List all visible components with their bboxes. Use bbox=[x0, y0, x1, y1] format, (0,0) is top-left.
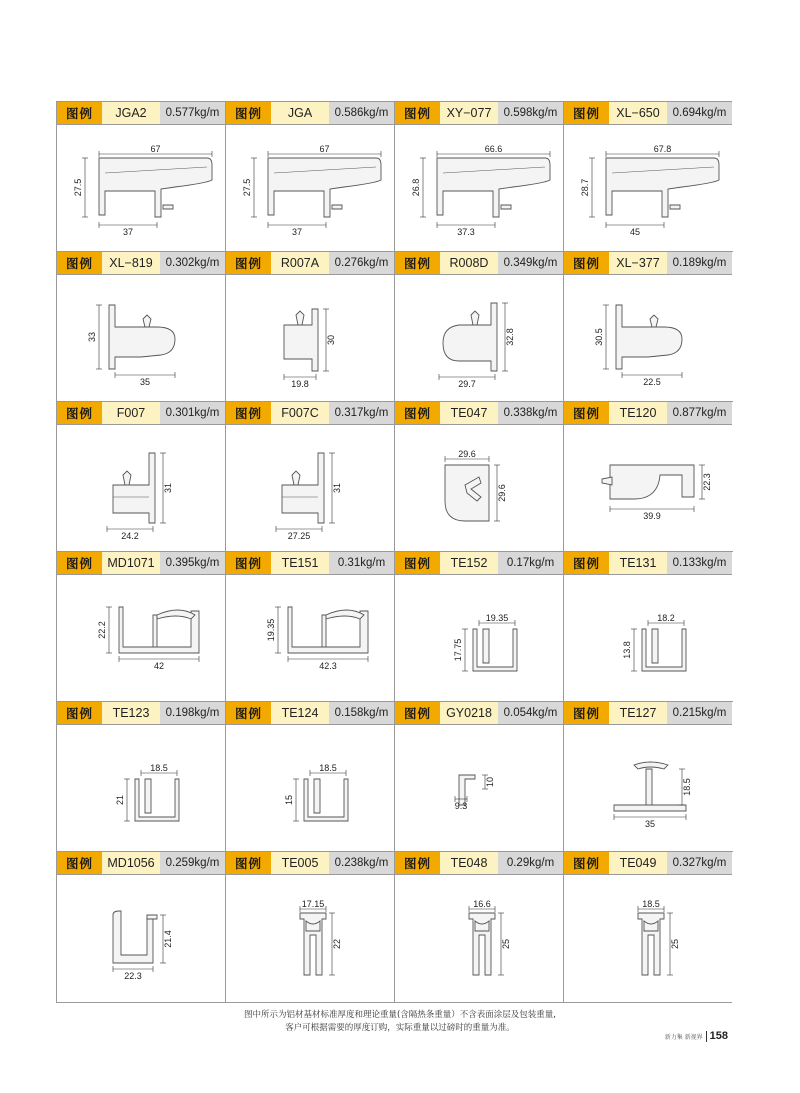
profile-shape bbox=[642, 629, 686, 671]
dimension-label-height: 31 bbox=[332, 482, 342, 494]
dimension-label-width: 67 bbox=[319, 144, 330, 154]
footnote-line-2: 客户可根据需要的厚度订购，实际重量以过磅时的重量为准。 bbox=[285, 1023, 515, 1033]
profile-card bbox=[564, 552, 733, 702]
profile-drawing bbox=[226, 725, 394, 851]
profile-cross-section bbox=[395, 275, 563, 401]
legend-tag: 图例 bbox=[57, 252, 102, 274]
profile-card-header bbox=[564, 402, 732, 425]
profile-weight: 0.694kg/m bbox=[667, 102, 732, 124]
dimension-label-base: 35 bbox=[644, 819, 656, 829]
profile-card bbox=[226, 102, 395, 252]
profile-shape bbox=[296, 311, 304, 325]
profile-drawing bbox=[395, 425, 563, 551]
profile-card bbox=[226, 252, 395, 402]
profile-shape bbox=[610, 465, 694, 499]
profile-code: XL−377 bbox=[609, 252, 667, 274]
profile-weight: 0.598kg/m bbox=[498, 102, 563, 124]
profile-weight: 0.338kg/m bbox=[498, 402, 563, 424]
profile-cross-section bbox=[57, 875, 225, 1001]
profile-drawing bbox=[564, 275, 732, 401]
profile-weight: 0.395kg/m bbox=[160, 552, 225, 574]
profile-card bbox=[564, 252, 733, 402]
profile-card-header bbox=[564, 702, 732, 725]
profile-shape bbox=[157, 610, 195, 619]
dimension-label-height: 28.7 bbox=[580, 178, 590, 197]
dimension-label-base: 42 bbox=[153, 661, 165, 671]
profile-card-header bbox=[395, 702, 563, 725]
profile-card bbox=[395, 252, 564, 402]
dimension-label-width: 17.15 bbox=[301, 899, 325, 909]
dimension-label-base: 29.7 bbox=[458, 379, 476, 389]
dimension-label-base: 42.3 bbox=[319, 661, 337, 671]
legend-tag: 图例 bbox=[226, 852, 271, 874]
dimension-label-height: 30 bbox=[326, 334, 336, 346]
profile-shape bbox=[437, 158, 550, 217]
dimension-label-height: 22.2 bbox=[97, 621, 107, 639]
profile-code: TE120 bbox=[609, 402, 667, 424]
profile-shape bbox=[646, 769, 652, 805]
profile-shape bbox=[616, 305, 682, 369]
profile-shape bbox=[602, 477, 612, 485]
profile-code: XL−819 bbox=[102, 252, 160, 274]
profile-drawing bbox=[564, 875, 732, 1001]
profile-shape bbox=[614, 805, 686, 811]
profile-cross-section bbox=[57, 425, 225, 551]
profile-cross-section bbox=[57, 725, 225, 851]
profile-weight: 0.259kg/m bbox=[160, 852, 225, 874]
dimension-label-height: 21.4 bbox=[163, 930, 173, 948]
profile-cross-section bbox=[226, 575, 394, 701]
dimension-label-height: 22 bbox=[332, 938, 342, 950]
profile-code: MD1071 bbox=[102, 552, 160, 574]
dimension-label-height: 13.8 bbox=[622, 641, 632, 659]
dimension-label-height: 31 bbox=[163, 482, 173, 494]
profile-drawing bbox=[395, 725, 563, 851]
profile-weight: 0.301kg/m bbox=[160, 402, 225, 424]
dimension-label-base: 37 bbox=[291, 227, 303, 237]
profile-card-header bbox=[57, 702, 225, 725]
legend-tag: 图例 bbox=[57, 402, 102, 424]
profile-card-header bbox=[395, 252, 563, 275]
profile-shape bbox=[332, 205, 342, 209]
profile-card-header bbox=[395, 402, 563, 425]
profile-drawing bbox=[226, 125, 394, 251]
profile-code: TE048 bbox=[440, 852, 498, 874]
dimension-label-width: 16.6 bbox=[473, 899, 491, 909]
profile-code: F007C bbox=[271, 402, 329, 424]
legend-tag: 图例 bbox=[395, 402, 440, 424]
profile-weight: 0.17kg/m bbox=[498, 552, 563, 574]
profile-shape bbox=[135, 779, 179, 821]
profile-card-header bbox=[564, 852, 732, 875]
profile-card bbox=[226, 552, 395, 702]
profile-shape bbox=[282, 453, 324, 523]
legend-tag: 图例 bbox=[564, 702, 609, 724]
profile-card-header bbox=[57, 402, 225, 425]
dimension-label-height: 27.5 bbox=[73, 178, 83, 197]
dimension-label-base: 27.25 bbox=[287, 531, 311, 541]
footnote-line-1: 图中所示为铝材基材标准厚度和理论重量(含隔热条重量）不含表面涂层及包装重量, bbox=[243, 1010, 557, 1020]
profile-weight: 0.302kg/m bbox=[160, 252, 225, 274]
profile-cross-section bbox=[226, 875, 394, 1001]
dimension-label-base: 22.5 bbox=[643, 377, 661, 387]
dimension-label-width: 18.5 bbox=[319, 763, 337, 773]
dimension-label-width: 18.2 bbox=[657, 613, 675, 623]
legend-tag: 图例 bbox=[395, 702, 440, 724]
profile-drawing bbox=[226, 425, 394, 551]
profile-shape bbox=[147, 915, 157, 919]
profile-weight: 0.215kg/m bbox=[667, 702, 732, 724]
profile-drawing bbox=[395, 125, 563, 251]
profile-weight: 0.327kg/m bbox=[667, 852, 732, 874]
profile-shape bbox=[163, 205, 173, 209]
profile-shape bbox=[473, 629, 517, 671]
profile-weight: 0.577kg/m bbox=[160, 102, 225, 124]
profile-cross-section bbox=[226, 425, 394, 551]
profile-shape bbox=[109, 305, 175, 369]
profile-weight: 0.29kg/m bbox=[498, 852, 563, 874]
profile-card bbox=[57, 252, 226, 402]
profile-shape bbox=[113, 453, 155, 523]
profile-card-header bbox=[226, 702, 394, 725]
dimension-label-height: 19.35 bbox=[266, 618, 276, 642]
legend-tag: 图例 bbox=[57, 852, 102, 874]
dimension-label-base: 37 bbox=[122, 227, 134, 237]
profile-code: TE152 bbox=[440, 552, 498, 574]
profile-card bbox=[226, 402, 395, 552]
dimension-label-base: 22.3 bbox=[124, 971, 142, 981]
profile-code: TE127 bbox=[609, 702, 667, 724]
profile-card-header bbox=[395, 102, 563, 125]
profile-drawing bbox=[395, 575, 563, 701]
profile-card bbox=[226, 852, 395, 1002]
dimension-label-width: 19.35 bbox=[485, 613, 509, 623]
profile-shape bbox=[606, 158, 719, 217]
legend-tag: 图例 bbox=[395, 252, 440, 274]
profile-card bbox=[564, 702, 733, 852]
profile-shape bbox=[143, 315, 151, 327]
profile-cross-section bbox=[57, 275, 225, 401]
dimension-label-width: 29.6 bbox=[458, 449, 476, 459]
profile-drawing bbox=[57, 875, 225, 1001]
dimension-label-base: 37.3 bbox=[457, 227, 475, 237]
profile-shape bbox=[153, 615, 157, 647]
profile-drawing bbox=[564, 425, 732, 551]
profile-weight: 0.189kg/m bbox=[667, 252, 732, 274]
profile-shape bbox=[469, 913, 495, 975]
dimension-label-height: 29.6 bbox=[497, 484, 507, 502]
dimension-label-height: 10 bbox=[485, 776, 495, 788]
profile-shape bbox=[443, 303, 497, 371]
profile-shape bbox=[268, 158, 381, 217]
profile-catalog-grid bbox=[56, 101, 732, 1003]
profile-drawing bbox=[226, 275, 394, 401]
profile-drawing bbox=[395, 875, 563, 1001]
profile-cross-section bbox=[564, 875, 732, 1001]
profile-weight: 0.054kg/m bbox=[498, 702, 563, 724]
profile-card bbox=[57, 702, 226, 852]
profile-cross-section bbox=[226, 125, 394, 251]
profile-shape bbox=[145, 779, 151, 813]
profile-shape bbox=[123, 471, 131, 485]
profile-cross-section bbox=[564, 575, 732, 701]
dimension-label-base: 9.3 bbox=[454, 801, 468, 811]
profile-cross-section bbox=[395, 125, 563, 251]
profile-weight: 0.349kg/m bbox=[498, 252, 563, 274]
profile-weight: 0.877kg/m bbox=[667, 402, 732, 424]
profile-shape bbox=[322, 615, 326, 647]
profile-code: XY−077 bbox=[440, 102, 498, 124]
dimension-label-height: 30.5 bbox=[594, 328, 604, 346]
profile-cross-section bbox=[564, 125, 732, 251]
dimension-label-height: 33 bbox=[87, 331, 97, 343]
profile-shape bbox=[314, 779, 320, 813]
profile-cross-section bbox=[395, 575, 563, 701]
profile-drawing bbox=[57, 575, 225, 701]
brand-slogan: 新力集 新视界 bbox=[664, 1033, 703, 1041]
profile-shape bbox=[638, 913, 664, 975]
profile-cross-section bbox=[57, 575, 225, 701]
profile-shape bbox=[471, 311, 479, 325]
profile-cross-section bbox=[564, 425, 732, 551]
profile-shape bbox=[326, 610, 364, 619]
legend-tag: 图例 bbox=[564, 402, 609, 424]
profile-code: TE123 bbox=[102, 702, 160, 724]
profile-card-header bbox=[226, 402, 394, 425]
profile-card bbox=[57, 852, 226, 1002]
profile-card bbox=[395, 102, 564, 252]
profile-drawing bbox=[57, 425, 225, 551]
dimension-label-width: 66.6 bbox=[484, 144, 503, 154]
profile-drawing bbox=[57, 125, 225, 251]
profile-code: JGA2 bbox=[102, 102, 160, 124]
profile-weight: 0.317kg/m bbox=[329, 402, 394, 424]
profile-code: TE047 bbox=[440, 402, 498, 424]
profile-card bbox=[226, 702, 395, 852]
profile-code: TE151 bbox=[271, 552, 329, 574]
legend-tag: 图例 bbox=[226, 252, 271, 274]
profile-drawing bbox=[57, 275, 225, 401]
profile-weight: 0.31kg/m bbox=[329, 552, 394, 574]
profile-weight: 0.198kg/m bbox=[160, 702, 225, 724]
profile-card bbox=[395, 402, 564, 552]
dimension-label-height: 15 bbox=[284, 794, 294, 806]
legend-tag: 图例 bbox=[564, 852, 609, 874]
profile-weight: 0.238kg/m bbox=[329, 852, 394, 874]
profile-card-header bbox=[564, 252, 732, 275]
profile-code: TE049 bbox=[609, 852, 667, 874]
dimension-label-height: 21 bbox=[115, 794, 125, 806]
profile-card bbox=[395, 852, 564, 1002]
profile-code: GY0218 bbox=[440, 702, 498, 724]
page-number: 158 bbox=[709, 1030, 728, 1042]
profile-card-header bbox=[57, 852, 225, 875]
profile-code: F007 bbox=[102, 402, 160, 424]
profile-weight: 0.158kg/m bbox=[329, 702, 394, 724]
profile-cross-section bbox=[226, 275, 394, 401]
dimension-label-width: 18.5 bbox=[150, 763, 168, 773]
profile-code: MD1056 bbox=[102, 852, 160, 874]
legend-tag: 图例 bbox=[395, 102, 440, 124]
profile-code: XL−650 bbox=[609, 102, 667, 124]
profile-code: R008D bbox=[440, 252, 498, 274]
profile-cross-section bbox=[57, 125, 225, 251]
profile-card-header bbox=[226, 102, 394, 125]
dimension-label-width: 18.5 bbox=[642, 899, 660, 909]
profile-weight: 0.586kg/m bbox=[329, 102, 394, 124]
profile-card-header bbox=[395, 552, 563, 575]
profile-code: R007A bbox=[271, 252, 329, 274]
profile-card bbox=[57, 402, 226, 552]
dimension-label-base: 39.9 bbox=[643, 511, 661, 521]
dimension-label-width: 67.8 bbox=[653, 144, 672, 154]
profile-card bbox=[395, 702, 564, 852]
profile-shape bbox=[652, 629, 658, 663]
profile-shape bbox=[300, 913, 326, 975]
profile-card-header bbox=[57, 552, 225, 575]
profile-shape bbox=[292, 471, 300, 485]
legend-tag: 图例 bbox=[226, 402, 271, 424]
profile-code: TE005 bbox=[271, 852, 329, 874]
profile-drawing bbox=[226, 875, 394, 1001]
profile-card bbox=[564, 402, 733, 552]
profile-card bbox=[57, 102, 226, 252]
profile-cross-section bbox=[226, 725, 394, 851]
dimension-label-height: 26.8 bbox=[411, 178, 421, 197]
dimension-label-base: 45 bbox=[629, 227, 641, 237]
profile-card bbox=[395, 552, 564, 702]
dimension-label-height: 17.75 bbox=[453, 638, 463, 662]
legend-tag: 图例 bbox=[564, 102, 609, 124]
dimension-label-base: 19.8 bbox=[291, 379, 309, 389]
profile-shape bbox=[304, 779, 348, 821]
dimension-label-height: 22.3 bbox=[702, 473, 712, 491]
dimension-label-base: 24.2 bbox=[121, 531, 139, 541]
profile-shape bbox=[650, 315, 658, 327]
profile-cross-section bbox=[564, 725, 732, 851]
profile-card bbox=[564, 102, 733, 252]
profile-card-header bbox=[226, 252, 394, 275]
profile-card-header bbox=[226, 852, 394, 875]
profile-shape bbox=[501, 205, 511, 209]
profile-card-header bbox=[57, 252, 225, 275]
profile-drawing bbox=[564, 575, 732, 701]
legend-tag: 图例 bbox=[57, 702, 102, 724]
dimension-label-width: 67 bbox=[150, 144, 161, 154]
dimension-label-height: 32.8 bbox=[505, 328, 515, 346]
profile-card-header bbox=[395, 852, 563, 875]
legend-tag: 图例 bbox=[395, 552, 440, 574]
profile-card-header bbox=[57, 102, 225, 125]
profile-shape bbox=[634, 762, 668, 769]
dimension-label-base: 35 bbox=[139, 377, 151, 387]
profile-cross-section bbox=[395, 425, 563, 551]
profile-code: TE131 bbox=[609, 552, 667, 574]
dimension-label-height: 25 bbox=[670, 938, 680, 950]
legend-tag: 图例 bbox=[395, 852, 440, 874]
legend-tag: 图例 bbox=[564, 252, 609, 274]
legend-tag: 图例 bbox=[226, 552, 271, 574]
legend-tag: 图例 bbox=[226, 702, 271, 724]
profile-code: TE124 bbox=[271, 702, 329, 724]
profile-drawing bbox=[57, 725, 225, 851]
legend-tag: 图例 bbox=[226, 102, 271, 124]
legend-tag: 图例 bbox=[57, 552, 102, 574]
profile-cross-section bbox=[395, 725, 563, 851]
dimension-label-height: 27.5 bbox=[242, 178, 252, 197]
dimension-label-height: 18.5 bbox=[682, 778, 692, 796]
profile-drawing bbox=[395, 275, 563, 401]
profile-card-header bbox=[564, 552, 732, 575]
footer-divider bbox=[706, 1031, 707, 1042]
profile-card bbox=[564, 852, 733, 1002]
profile-card-header bbox=[226, 552, 394, 575]
profile-weight: 0.133kg/m bbox=[667, 552, 732, 574]
profile-shape bbox=[670, 205, 680, 209]
profile-drawing bbox=[564, 125, 732, 251]
legend-tag: 图例 bbox=[564, 552, 609, 574]
profile-shape bbox=[483, 629, 489, 663]
profile-drawing bbox=[564, 725, 732, 851]
profile-cross-section bbox=[395, 875, 563, 1001]
profile-code: JGA bbox=[271, 102, 329, 124]
profile-card bbox=[57, 552, 226, 702]
profile-weight: 0.276kg/m bbox=[329, 252, 394, 274]
profile-drawing bbox=[226, 575, 394, 701]
profile-cross-section bbox=[564, 275, 732, 401]
dimension-label-height: 25 bbox=[501, 938, 511, 950]
profile-card-header bbox=[564, 102, 732, 125]
page-footer bbox=[665, 1030, 728, 1042]
profile-shape bbox=[99, 158, 212, 217]
legend-tag: 图例 bbox=[57, 102, 102, 124]
